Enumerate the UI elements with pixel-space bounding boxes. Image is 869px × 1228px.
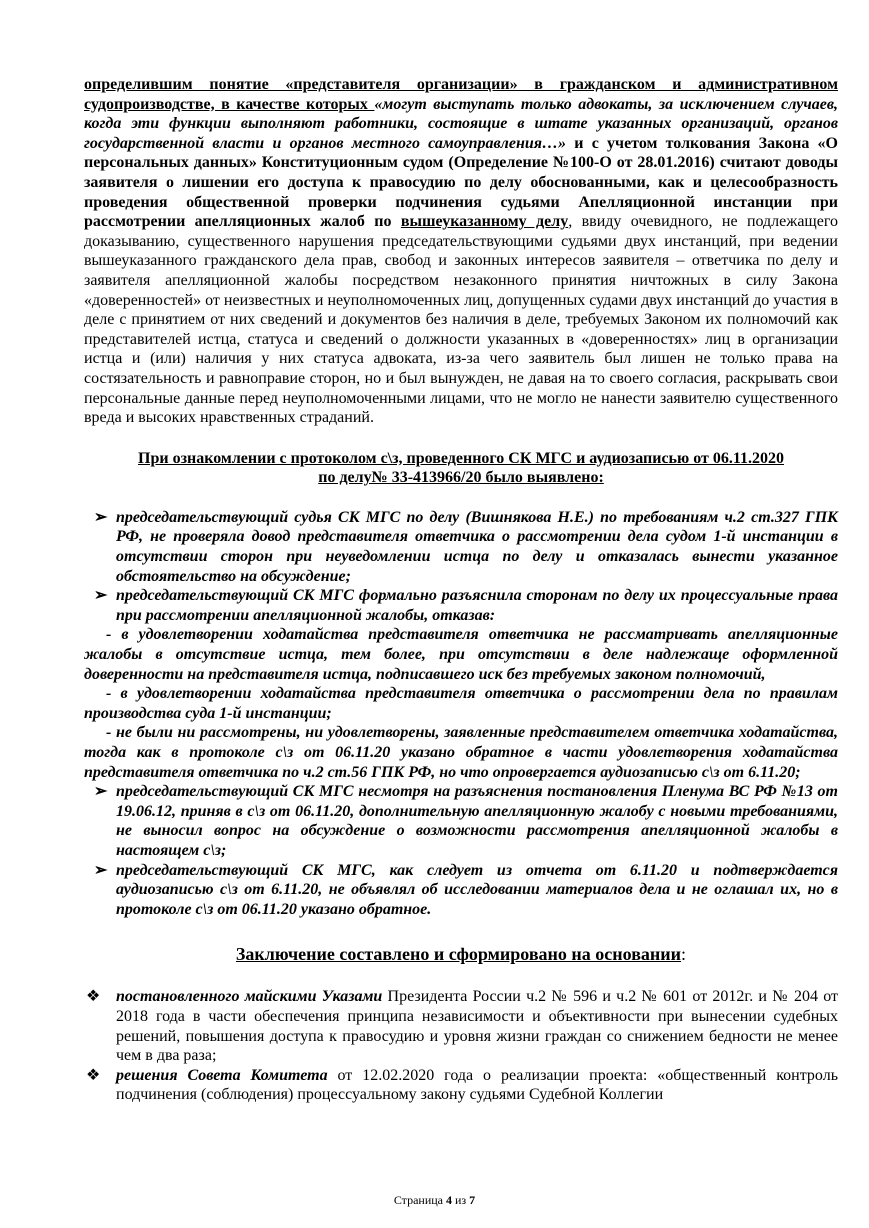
body-paragraph (84, 75, 838, 428)
basis-heading (84, 943, 838, 965)
basis-heading-colon: : (681, 944, 687, 965)
findings-list (84, 508, 838, 919)
current-page-number: 4 (445, 1193, 452, 1207)
total-page-count: 7 (469, 1193, 476, 1207)
findings-heading (84, 449, 838, 488)
basis-list (84, 987, 838, 1105)
list-item-text: председательствующий СК МГС формально разъяснила сторонам по делу их процессуальные права при рассмотрении апелляционной жалобы, отказав: (116, 587, 838, 624)
basis-heading-text: Заключение составлено и сформировано на основании (235, 944, 682, 965)
list-item (84, 861, 838, 920)
list-item (84, 508, 838, 586)
list-item (84, 1066, 838, 1105)
reasoning-text: , ввиду очевидного, не подлежащего доказыванию, существенного нарушения председательствующими судьями двух инстанций, при ведении вышеуказанного гражданского дела прав, свобод и законных интересов заявителя – ответчика по делу и заявителя апелляционной жалобы посредством незаконного принятия ничтожных в силу Закона «доверенностей» от неизвестных и неуполномоченных лиц, допущенных судами двух инстанций до участия в деле с принятием от них сведений и документов без наличия в деле, требуемых Законом их полномочий как представителей истца, статуса и сведений о должности указанных в «доверенностях» лиц в организации истца и (или) наличия у них статуса адвоката, из-за чего заявитель был лишен не только права на состязательность и равноправие сторон, но и был вынужден, не давая на то своего согласия, раскрывать свои персональные данные перед неуполномоченными лицами, что не могло не нанести заявителю существенного вреда и высоких нравственных страданий. (84, 213, 839, 427)
arrow-bullet-icon: ➢ (94, 508, 108, 526)
list-item-emphasis: постановленного майскими Указами (116, 988, 383, 1006)
list-item-text: председательствующий судья СК МГС по делу (Вишнякова Н.Е.) по требованиям ч.2 ст.327 ГПК РФ, не проверяла довод представителя ответчика о рассмотрении дела судом 1-й инстанции в отсутствии сторон при неуведомлении истца по делу и отказалась вынести указанное обстоятельство на обсуждение; (116, 508, 838, 585)
arrow-bullet-icon: ➢ (94, 861, 108, 879)
document-page (84, 75, 838, 1105)
arrow-bullet-icon: ➢ (94, 587, 108, 605)
footer-prefix: Страница (393, 1193, 446, 1207)
list-item-text: председательствующий СК МГС несмотря на разъяснения постановления Пленума ВС РФ №13 от 19.06.12, приняв в с\з от 06.11.20, дополнительную апелляционную жалобу с новыми требованиями, не выносил вопрос на обсуждение о возможности рассмотрения апелляционной жалобы в настоящем с\з; (116, 783, 838, 859)
sub-item: - не были ни рассмотрены, ни удовлетворены, заявленные представителем ответчика ходатайства, тогда как в протоколе с\з от 06.11.20 указано обратное в части удовлетворения ходатайства представителя ответчика по ч.2 ст.56 ГПК РФ, но что опровергается аудиозаписью с\з от 6.11.20; (84, 724, 838, 781)
list-item-text: от 12.02.2020 года о реализации проекта: «общественный контроль подчинения (соблюдения) процессуальному закону судьями Судебной Коллегии (116, 1066, 839, 1104)
findings-heading-line1: При ознакомлении с протоколом с\з, проведенного СК МГС и аудиозаписью от 06.11.2020 (138, 449, 784, 467)
footer-separator: из (451, 1193, 470, 1207)
list-item (84, 782, 838, 860)
diamond-bullet-icon: ❖ (86, 1066, 101, 1084)
legal-definition-text: определившим понятие «представителя организации» в гражданском и административном судопроизводстве, в качестве которых (84, 76, 838, 113)
conclusion-text: и с учетом толкования Закона «О персональных данных» Конституционным судом (Определение №100-О от 28.01.2016) считают доводы заявителя о лишении его доступа к правосудию по делу обоснованными, как и целесообразность проведения общественной проверки подчинения судьями Апелляционной инстанции при рассмотрении апелляционных жалоб по (84, 134, 839, 231)
case-reference-text: вышеуказанному делу (400, 213, 569, 231)
list-item-text: Президента России ч.2 № 596 и ч.2 № 601 от 2012г. и № 204 от 2018 года в части обеспечения принципа независимости и объективности при вынесении судебных решений, повышения доступа к правосудию и уровня жизни граждан со снижением бедности не менее чем в два раза; (116, 988, 838, 1065)
diamond-bullet-icon: ❖ (86, 988, 101, 1006)
quoted-law-text: «могут выступать только адвокаты, за исключением случаев, когда эти функции выполняют работники, состоящие в штате указанных организаций, органов государственной власти и органов местного самоуправления…» (84, 95, 838, 152)
list-item (84, 586, 838, 625)
list-item (84, 987, 838, 1065)
list-item-text: председательствующий СК МГС, как следует из отчета от 6.11.20 и подтверждается аудиозаписью с\з от 6.11.20, не объявлял об исследовании материалов дела и не оглашал их, но в протоколе с\з от 06.11.20 указано обратное. (116, 861, 838, 918)
sub-item: - в удовлетворении ходатайства представителя ответчика о рассмотрении дела по правилам производства суда 1-й инстанции; (84, 685, 838, 722)
arrow-bullet-icon: ➢ (94, 783, 108, 801)
sub-item: - в удовлетворении ходатайства представителя ответчика не рассматривать апелляционные жалобы в отсутствие истца, тем более, при отсутствии в деле надлежаще оформленной доверенности на представителя истца, подписавшего иск без требуемых законом полномочий, (84, 626, 838, 683)
page-footer (0, 1193, 869, 1208)
findings-heading-line2: по делу№ 33-413966/20 было выявлено: (318, 469, 604, 487)
list-item-emphasis: решения Совета Комитета (116, 1066, 328, 1084)
